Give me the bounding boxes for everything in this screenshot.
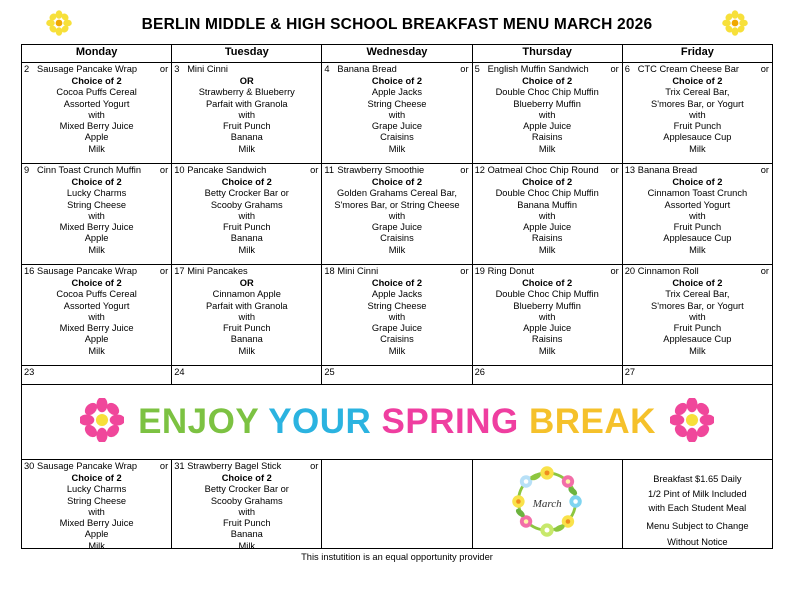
menu-option-line: Apple — [84, 132, 109, 143]
menu-option-line: Fruit Punch — [223, 121, 271, 132]
or-label: or — [310, 461, 319, 471]
menu-option-line: String Cheese — [67, 495, 127, 506]
or-label: or — [159, 266, 169, 276]
menu-option-line: Choice of 2 — [221, 177, 272, 187]
calendar-day-cell — [622, 164, 772, 265]
menu-options — [473, 76, 622, 155]
menu-option-line: Milk — [388, 345, 406, 356]
day-number: 23 — [24, 367, 35, 377]
menu-option-line: Milk — [238, 143, 256, 154]
menu-option-line: with — [538, 210, 556, 221]
day-number: 30 — [24, 461, 35, 471]
entree-label: CTC Cream Cheese Bar — [637, 64, 740, 74]
menu-option-line: with — [538, 311, 556, 322]
menu-option-line: String Cheese — [367, 98, 427, 109]
day-number: 11 — [324, 165, 335, 175]
menu-option-line: with — [238, 210, 256, 221]
menu-option-line: with — [238, 311, 256, 322]
menu-option-line: Betty Crocker Bar or — [204, 484, 289, 495]
menu-option-line: Lucky Charms — [66, 484, 127, 495]
menu-option-line: with — [689, 311, 706, 322]
menu-options — [172, 76, 321, 155]
menu-option-line: Parfait with Granola — [205, 300, 288, 311]
spring-break-word: BREAK — [528, 402, 656, 441]
menu-option-line: Milk — [88, 345, 105, 356]
weekday-header-wednesday: Wednesday — [322, 45, 472, 63]
info-line: Breakfast $1.65 Daily — [653, 474, 742, 484]
or-label: or — [159, 165, 169, 175]
day-number: 18 — [324, 266, 335, 276]
calendar-day-cell — [172, 63, 322, 164]
flower-icon — [46, 10, 72, 41]
menu-option-line: Choice of 2 — [71, 278, 122, 288]
menu-option-line: Craisins — [380, 334, 414, 345]
menu-option-line: Milk — [238, 540, 256, 551]
entree-label: Strawberry Bagel Stick — [187, 461, 282, 471]
day-number: 2 — [24, 64, 30, 74]
calendar-week-row — [22, 63, 773, 164]
page-title: BERLIN MIDDLE & HIGH SCHOOL BREAKFAST MENU MARCH 2026 — [141, 16, 653, 33]
menu-options — [22, 76, 171, 155]
menu-option-line: with — [538, 109, 556, 120]
calendar-day-cell — [622, 63, 772, 164]
calendar-day-cell — [22, 63, 172, 164]
menu-option-line: Milk — [538, 143, 556, 154]
entree-label: Sausage Pancake Wrap — [37, 266, 138, 276]
day-number: 13 — [624, 165, 636, 175]
menu-option-line: Milk — [388, 244, 406, 255]
menu-option-line: Milk — [538, 244, 556, 255]
menu-option-line: with — [388, 210, 406, 221]
menu-options — [322, 278, 471, 357]
menu-option-line: Apple — [84, 233, 109, 244]
day-number: 10 — [174, 165, 185, 175]
menu-option-line: Applesauce Cup — [663, 334, 732, 345]
menu-page — [0, 6, 794, 616]
calendar-day-cell-empty — [322, 460, 472, 549]
menu-option-line: Banana — [230, 334, 263, 345]
entree-label: Banana Bread — [337, 64, 397, 74]
menu-option-line: Applesauce Cup — [663, 132, 732, 143]
calendar-week-row — [22, 265, 773, 366]
menu-option-line: Assorted Yogurt — [63, 98, 130, 109]
menu-option-line: OR — [239, 76, 254, 86]
menu-option-line: String Cheese — [367, 300, 427, 311]
menu-option-line: Assorted Yogurt — [63, 300, 130, 311]
menu-option-line: Mixed Berry Juice — [59, 121, 134, 132]
menu-option-line: S'mores Bar, or String Cheese — [334, 199, 460, 210]
day-number: 17 — [174, 266, 185, 276]
menu-options — [172, 278, 321, 357]
menu-option-line: Craisins — [380, 132, 414, 143]
menu-options — [322, 177, 471, 256]
menu-option-line: Apple Juice — [523, 323, 572, 334]
menu-option-line: Applesauce Cup — [663, 233, 732, 244]
calendar-day-cell — [172, 366, 322, 385]
or-label: or — [610, 165, 619, 175]
menu-option-line: with — [88, 109, 105, 120]
spring-break-row — [22, 385, 773, 460]
menu-option-line: Choice of 2 — [522, 177, 573, 187]
menu-calendar — [21, 44, 773, 549]
entree-label: Mini Pancakes — [187, 266, 248, 276]
flower-icon — [722, 10, 748, 41]
menu-option-line: Choice of 2 — [71, 76, 122, 86]
menu-option-line: Double Choc Chip Muffin — [495, 289, 599, 300]
or-label: or — [760, 165, 769, 175]
or-label: or — [460, 165, 469, 175]
entree-label: Cinnamon Roll — [637, 266, 699, 276]
menu-option-line: Choice of 2 — [71, 177, 122, 187]
menu-option-line: S'mores Bar, or Yogurt — [651, 98, 744, 109]
entree-label: Pancake Sandwich — [187, 165, 267, 175]
or-label: or — [760, 64, 769, 74]
menu-option-line: Fruit Punch — [673, 323, 722, 334]
menu-option-line: Milk — [538, 345, 556, 356]
flower-icon — [670, 398, 714, 447]
calendar-day-cell — [22, 265, 172, 366]
entree-label: Mini Cinni — [337, 266, 379, 276]
weekday-header-row — [22, 45, 773, 63]
menu-option-line: Betty Crocker Bar or — [204, 188, 289, 199]
info-line: Menu Subject to Change — [646, 521, 749, 531]
or-label: or — [610, 266, 619, 276]
spring-break-word: SPRING — [381, 402, 529, 441]
menu-option-line: with — [88, 311, 105, 322]
menu-option-line: Mixed Berry Juice — [59, 323, 134, 334]
menu-options — [623, 278, 772, 357]
day-number: 3 — [174, 64, 180, 74]
menu-option-line: with — [88, 210, 105, 221]
day-number: 4 — [324, 64, 330, 74]
menu-option-line: with — [689, 109, 706, 120]
spring-break-word: ENJOY — [138, 402, 269, 441]
menu-option-line: Apple Jacks — [371, 289, 423, 300]
calendar-week-row — [22, 460, 773, 549]
menu-option-line: Mixed Berry Juice — [59, 222, 134, 233]
weekday-header-friday: Friday — [622, 45, 772, 63]
calendar-day-cell — [172, 460, 322, 549]
menu-option-line: Choice of 2 — [672, 177, 723, 187]
menu-option-line: Apple — [84, 529, 109, 540]
calendar-day-cell — [22, 460, 172, 549]
menu-option-line: with — [88, 506, 105, 517]
menu-option-line: Milk — [238, 345, 256, 356]
menu-options — [473, 278, 622, 357]
weekday-header-monday: Monday — [22, 45, 172, 63]
footer-note: This instutition is an equal opportunity provider — [301, 552, 493, 562]
calendar-week-row-break-numbers — [22, 366, 773, 385]
menu-option-line: Raisins — [531, 132, 563, 143]
day-number: 25 — [324, 367, 335, 377]
menu-option-line: with — [689, 210, 706, 221]
menu-option-line: Milk — [88, 540, 105, 551]
menu-option-line: Scooby Grahams — [210, 495, 283, 506]
calendar-day-cell — [172, 265, 322, 366]
menu-option-line: Milk — [88, 244, 105, 255]
menu-option-line: Apple Jacks — [371, 87, 423, 98]
menu-option-line: Double Choc Chip Muffin — [495, 188, 599, 199]
menu-option-line: Banana — [230, 529, 263, 540]
spring-break-banner — [22, 385, 773, 460]
entree-label: Mini Cinni — [187, 64, 229, 74]
menu-option-line: Trix Cereal Bar, — [665, 289, 730, 300]
menu-option-line: Double Choc Chip Muffin — [495, 87, 599, 98]
day-number: 6 — [624, 64, 630, 74]
or-label: or — [760, 266, 769, 276]
menu-option-line: Fruit Punch — [673, 121, 722, 132]
menu-option-line: Cinnamon Apple — [212, 289, 281, 300]
menu-option-line: Mixed Berry Juice — [59, 518, 134, 529]
or-label: or — [159, 461, 169, 471]
calendar-day-cell — [472, 366, 622, 385]
menu-options — [172, 177, 321, 256]
menu-option-line: Milk — [689, 345, 706, 356]
menu-option-line: Choice of 2 — [672, 278, 723, 288]
menu-option-line: with — [238, 506, 256, 517]
menu-option-line: Trix Cereal Bar, — [665, 87, 730, 98]
entree-label: Sausage Pancake Wrap — [37, 461, 138, 471]
menu-option-line: Grape Juice — [371, 222, 423, 233]
day-number: 12 — [474, 165, 485, 175]
menu-option-line: Cocoa Puffs Cereal — [56, 87, 137, 98]
menu-option-line: Banana — [230, 132, 263, 143]
menu-option-line: Golden Grahams Cereal Bar, — [337, 188, 457, 199]
menu-option-line: Blueberry Muffin — [513, 300, 581, 311]
pricing-info-cell — [622, 460, 772, 549]
menu-option-line: Choice of 2 — [371, 177, 423, 187]
entree-label: Sausage Pancake Wrap — [37, 64, 138, 74]
entree-label: English Muffin Sandwich — [487, 64, 589, 74]
day-number: 9 — [24, 165, 30, 175]
menu-option-line: Milk — [238, 244, 256, 255]
day-number: 27 — [624, 367, 636, 377]
or-label: or — [610, 64, 619, 74]
march-wreath-cell — [472, 460, 622, 549]
menu-option-line: Raisins — [531, 334, 563, 345]
menu-option-line: Apple Juice — [523, 121, 572, 132]
menu-option-line: Choice of 2 — [371, 278, 423, 288]
menu-option-line: Grape Juice — [371, 323, 423, 334]
calendar-day-cell — [22, 366, 172, 385]
weekday-header-tuesday: Tuesday — [172, 45, 322, 63]
menu-options — [172, 473, 321, 552]
calendar-day-cell — [472, 265, 622, 366]
info-line: with Each Student Meal — [648, 503, 747, 513]
menu-option-line: Blueberry Muffin — [513, 98, 581, 109]
weekday-header-thursday: Thursday — [472, 45, 622, 63]
menu-option-line: Choice of 2 — [672, 76, 723, 86]
menu-option-line: Cinnamon Toast Crunch — [647, 188, 748, 199]
menu-option-line: Apple — [84, 334, 109, 345]
day-number: 31 — [174, 461, 185, 471]
menu-option-line: Fruit Punch — [223, 518, 271, 529]
menu-option-line: Fruit Punch — [223, 222, 271, 233]
menu-option-line: Parfait with Granola — [205, 98, 288, 109]
menu-option-line: Choice of 2 — [522, 76, 573, 86]
menu-option-line: Fruit Punch — [673, 222, 722, 233]
calendar-day-cell — [172, 164, 322, 265]
menu-option-line: S'mores Bar, or Yogurt — [651, 300, 744, 311]
entree-label: Cinn Toast Crunch Muffin — [37, 165, 142, 175]
page-header — [0, 6, 794, 44]
entree-label: Banana Bread — [637, 165, 698, 175]
menu-option-line: Strawberry & Blueberry — [198, 87, 295, 98]
menu-option-line: Banana Muffin — [517, 199, 578, 210]
day-number: 5 — [474, 64, 480, 74]
info-line: Without Notice — [667, 537, 728, 547]
menu-options — [623, 76, 772, 155]
menu-option-line: Milk — [689, 244, 706, 255]
menu-option-line: Apple Juice — [523, 222, 572, 233]
menu-option-line: Assorted Yogurt — [664, 199, 731, 210]
menu-option-line: String Cheese — [67, 199, 127, 210]
menu-option-line: OR — [239, 278, 254, 288]
info-line: 1/2 Pint of Milk Included — [648, 489, 747, 499]
menu-option-line: Banana — [230, 233, 263, 244]
calendar-week-row — [22, 164, 773, 265]
calendar-day-cell — [622, 265, 772, 366]
menu-options — [22, 177, 171, 256]
menu-option-line: Raisins — [531, 233, 563, 244]
menu-option-line: Grape Juice — [371, 121, 423, 132]
wreath-label: March — [532, 498, 562, 510]
menu-option-line: Milk — [689, 143, 706, 154]
calendar-day-cell — [622, 366, 772, 385]
menu-option-line: Cocoa Puffs Cereal — [56, 289, 137, 300]
day-number: 16 — [24, 266, 35, 276]
day-number: 19 — [474, 266, 485, 276]
menu-option-line: Milk — [88, 143, 105, 154]
menu-option-line: Choice of 2 — [71, 473, 122, 483]
menu-option-line: with — [388, 109, 406, 120]
entree-label: Oatmeal Choc Chip Round — [487, 165, 599, 175]
menu-option-line: Choice of 2 — [371, 76, 423, 86]
menu-options — [623, 177, 772, 256]
spring-break-word: YOUR — [268, 402, 382, 441]
calendar-day-cell — [322, 265, 472, 366]
menu-options — [22, 473, 171, 552]
or-label: or — [159, 64, 169, 74]
menu-option-line: Milk — [388, 143, 406, 154]
menu-options — [22, 278, 171, 357]
calendar-day-cell — [472, 63, 622, 164]
calendar-day-cell — [322, 366, 472, 385]
calendar-day-cell — [322, 164, 472, 265]
menu-option-line: with — [388, 311, 406, 322]
day-number: 20 — [624, 266, 636, 276]
menu-option-line: Choice of 2 — [522, 278, 573, 288]
menu-option-line: Craisins — [380, 233, 414, 244]
menu-option-line: Lucky Charms — [66, 188, 127, 199]
menu-option-line: Choice of 2 — [221, 473, 272, 483]
calendar-day-cell — [322, 63, 472, 164]
entree-label: Ring Donut — [487, 266, 535, 276]
menu-options — [322, 76, 471, 155]
or-label: or — [460, 64, 469, 74]
menu-options — [473, 177, 622, 256]
menu-option-line: Scooby Grahams — [210, 199, 283, 210]
menu-option-line: with — [238, 109, 256, 120]
entree-label: Strawberry Smoothie — [337, 165, 425, 175]
day-number: 26 — [474, 367, 485, 377]
or-label: or — [310, 165, 319, 175]
spring-break-text — [138, 402, 656, 442]
day-number: 24 — [174, 367, 185, 377]
calendar-day-cell — [472, 164, 622, 265]
or-label: or — [460, 266, 469, 276]
calendar-day-cell — [22, 164, 172, 265]
flower-icon — [80, 398, 124, 447]
menu-option-line: Fruit Punch — [223, 323, 271, 334]
